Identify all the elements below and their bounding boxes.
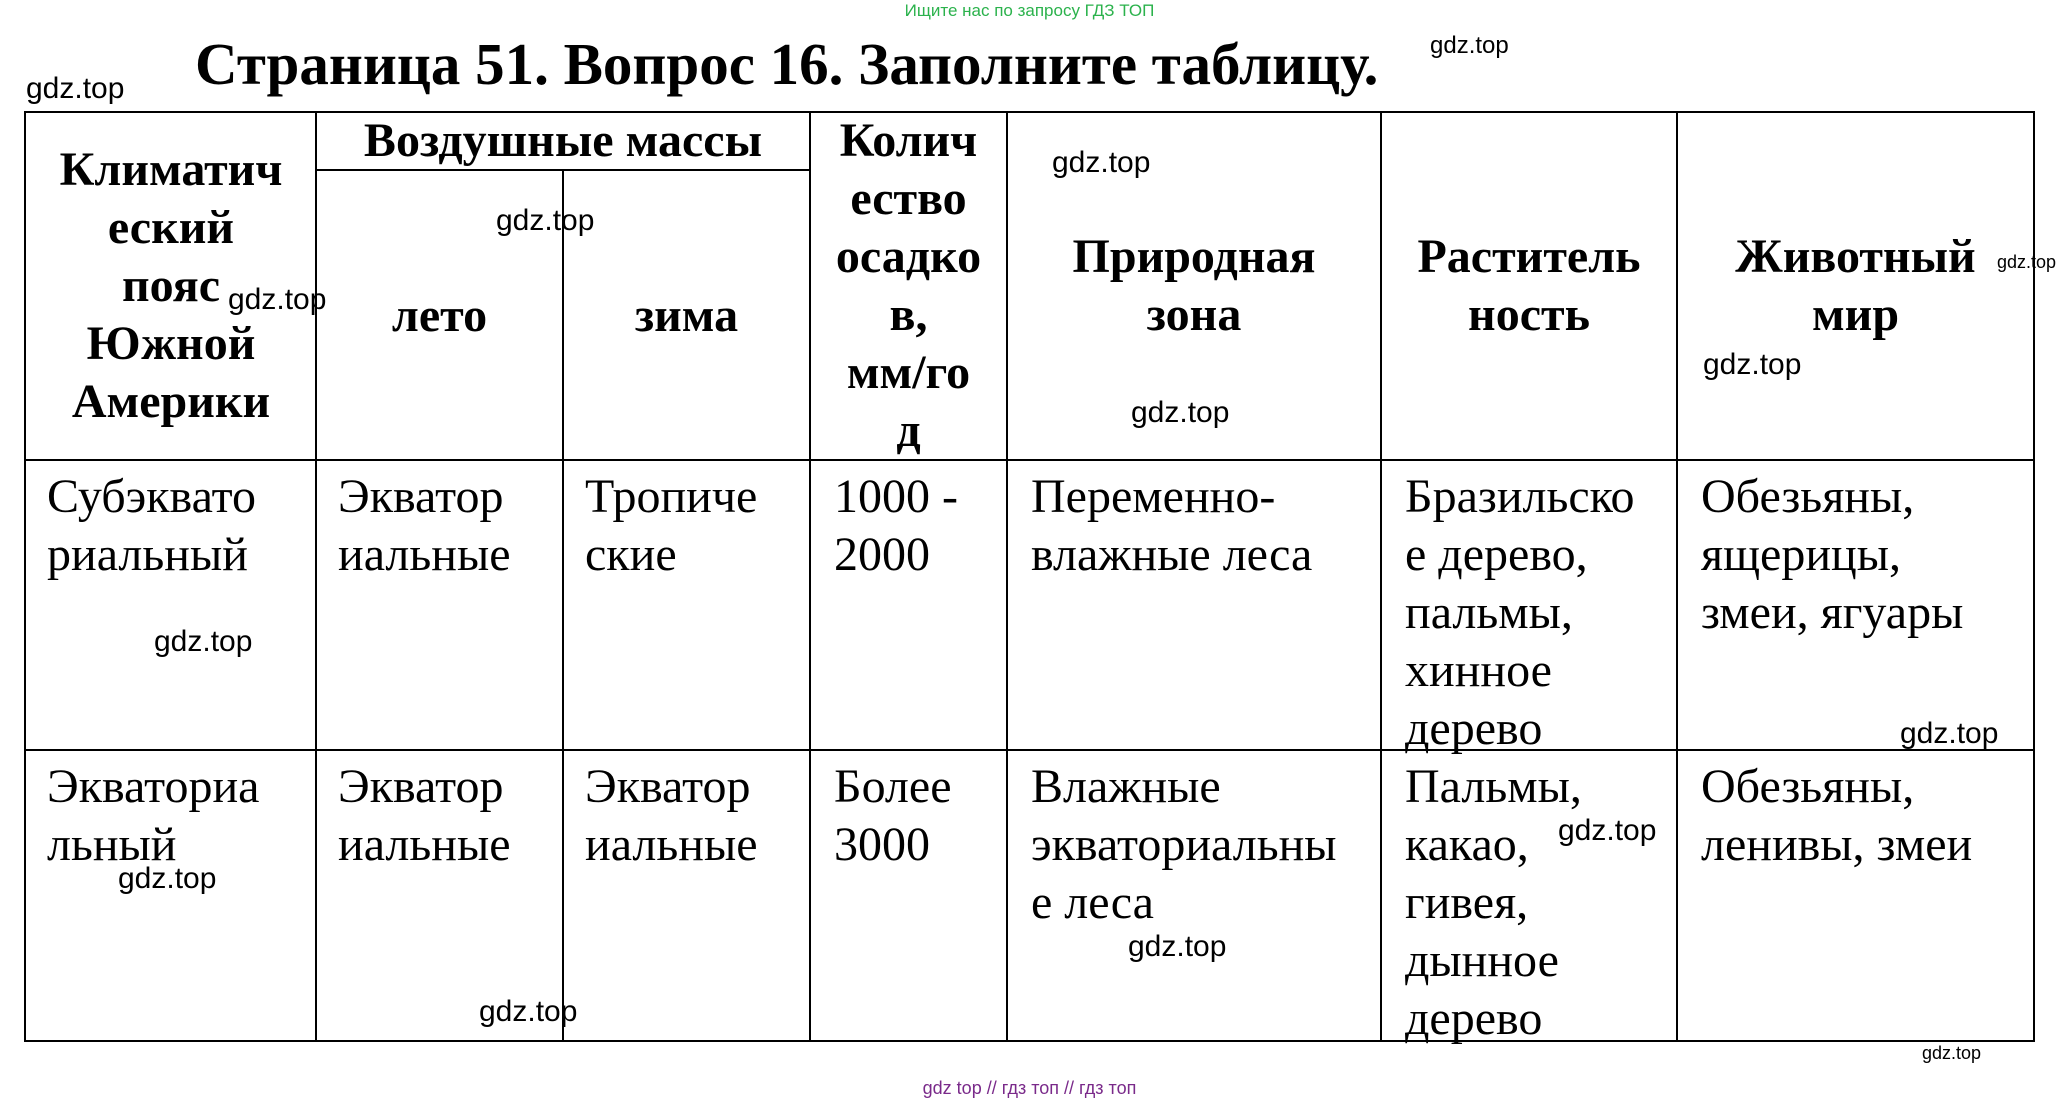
row1-fauna: Обезьяны, ящерицы, змеи, ягуары [1701,470,1964,639]
header-natural-zone: Природная зона [1072,230,1316,341]
header-winter: зима [634,288,739,342]
row1-natural-zone: Переменно- влажные леса [1031,470,1313,581]
watermark: gdz.top [1997,252,2057,272]
page-title: Страница 51. Вопрос 16. Заполните таблицу. [195,31,1379,97]
watermark: gdz.top [26,72,125,105]
row2-climate-belt: Экваториа льный [47,760,260,871]
watermark: gdz.top [1922,1043,1982,1063]
header-air-masses: Воздушные массы [363,114,763,167]
watermark: gdz.top [479,995,578,1028]
watermark: gdz.top [1430,32,1509,59]
row1-vegetation: Бразильско е дерево, пальмы, хинное дерево [1405,470,1635,755]
top-banner-link[interactable]: Ищите нас по запросу ГДЗ ТОП [904,1,1155,20]
row2-winter: Экватор иальные [585,760,758,871]
header-vegetation: Раститель ность [1417,230,1641,341]
watermark: gdz.top [1900,717,1999,750]
header-precipitation: Колич ество осадко в, мм/го д [835,114,982,457]
watermark: gdz.top [118,862,217,895]
watermark: gdz.top [1131,396,1230,429]
watermark: gdz.top [1052,146,1151,179]
row2-precipitation: Более 3000 [834,760,952,871]
row2-natural-zone: Влажные экваториальны е леса [1031,760,1337,929]
row2-summer: Экватор иальные [338,760,511,871]
row1-precipitation: 1000 - 2000 [834,470,958,581]
watermark: gdz.top [228,283,327,316]
header-fauna: Животный мир [1735,230,1976,341]
row2-fauna: Обезьяны, ленивы, змеи [1701,760,1973,871]
row1-climate-belt: Субэквато риальный [47,470,256,581]
header-summer: лето [391,288,488,342]
footer-links[interactable]: gdz top // гдз топ // гдз топ [922,1078,1137,1098]
watermark: gdz.top [1128,930,1227,963]
row1-winter: Тропиче ские [585,470,758,581]
watermark: gdz.top [1703,348,1802,381]
watermark: gdz.top [154,625,253,658]
watermark: gdz.top [1558,814,1657,847]
row1-summer: Экватор иальные [338,470,511,581]
header-climate-belt: Климатич еский пояс Южной Америки [59,143,283,428]
row2-vegetation: Пальмы, какао, гивея, дынное дерево [1405,760,1582,1045]
watermark: gdz.top [496,204,595,237]
